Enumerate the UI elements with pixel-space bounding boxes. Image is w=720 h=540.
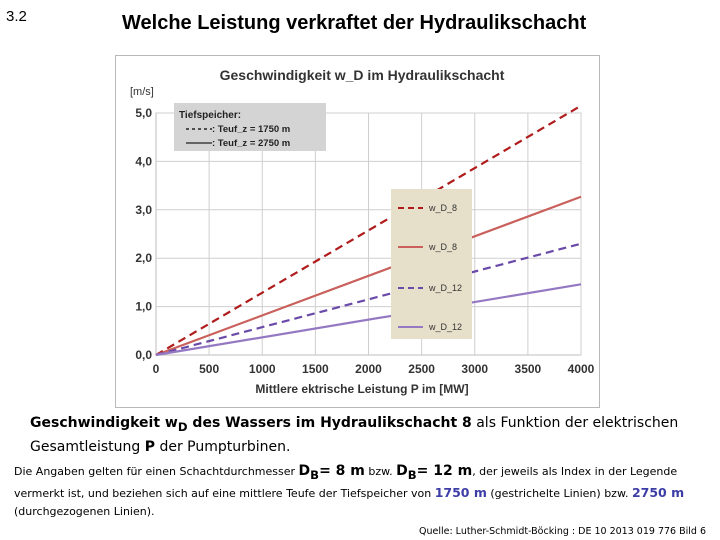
velocity-chart [116, 56, 601, 409]
legend-label-3: w_D_12 [429, 283, 463, 293]
caption-part-2: des Wassers im Hydraulikschacht 8 [187, 415, 472, 431]
slide-title: Welche Leistung verkraftet der Hydraulikschacht [122, 12, 587, 34]
caption-part-1: Geschwindigkeit w [30, 415, 178, 431]
series-legend [391, 189, 472, 339]
x-tick-label: 1500 [302, 362, 329, 376]
depth-legend-dashed-label: : Teuf_z = 1750 m [212, 124, 291, 135]
legend-label-2: w_D_8 [429, 242, 458, 252]
note-text-4: (gestrichelte Linien) bzw. [486, 486, 632, 500]
legend-label-4: w_D_12 [429, 322, 463, 332]
note-d2-value: = 12 m [416, 463, 473, 479]
x-tick-label: 3500 [514, 362, 542, 376]
caption-part-3: als Funktion der elektrischen Gesamtleistung [30, 415, 679, 455]
y-tick-label: 2,0 [135, 251, 152, 266]
x-tick-label: 500 [199, 362, 220, 376]
x-tick-label: 2500 [408, 362, 435, 376]
x-tick-label: 4000 [567, 362, 595, 376]
caption-part-4: P [144, 438, 155, 455]
depth-legend-title: Tiefspeicher: [179, 110, 242, 121]
y-tick-label: 3,0 [135, 202, 152, 217]
x-tick-label: 2000 [355, 362, 382, 376]
legend-label-1: w_D_8 [429, 203, 458, 213]
note-depth-2: 2750 m [631, 484, 685, 500]
y-tick-label: 4,0 [135, 154, 152, 169]
y-tick-label: 1,0 [135, 299, 152, 314]
x-axis-label: Mittlere ektrische Leistung P im [MW] [255, 382, 469, 396]
note-d1-symbol: D [298, 463, 311, 479]
x-tick-label: 1000 [248, 362, 276, 376]
source-citation: Quelle: Luther-Schmidt-Böcking : DE 10 2013 019 776 Bild 6 [419, 526, 706, 537]
figure-caption [30, 413, 710, 457]
note-depth-1: 1750 m [434, 484, 487, 500]
depth-legend-solid-label: : Teuf_z = 2750 m [212, 138, 291, 149]
y-tick-label: 5,0 [135, 106, 152, 120]
chart-frame [115, 55, 600, 408]
chart-title: Geschwindigkeit w_D im Hydraulikschacht [219, 67, 505, 83]
slide-number: 3.2 [6, 8, 27, 25]
depth-legend [174, 103, 326, 151]
note-text-5: (durchgezogenen Linien). [14, 504, 155, 518]
note-text-2: bzw. [364, 465, 397, 478]
note-text-3: , der jeweils als Index in der Legende vermerkt ist, und beziehen sich auf eine mittlere Teufe der Tiefspeicher von [14, 465, 678, 500]
y-axis-label: [m/s] [130, 86, 154, 98]
explanatory-note [14, 462, 714, 521]
caption-sub: D [177, 419, 188, 434]
x-tick-label: 0 [152, 362, 160, 376]
note-d1-sub: B [310, 467, 320, 482]
note-d1 [298, 463, 365, 482]
note-d1-value: = 8 m [319, 463, 365, 479]
note-d2-sub: B [407, 467, 417, 482]
x-tick-label: 3000 [461, 362, 489, 376]
y-tick-label: 0,0 [135, 348, 152, 362]
note-d2-symbol: D [396, 463, 408, 479]
note-text-1: Die Angaben gelten für einen Schachtdurchmesser [14, 465, 299, 478]
note-d2 [396, 463, 473, 482]
caption-part-5: der Pumpturbinen. [155, 438, 291, 455]
